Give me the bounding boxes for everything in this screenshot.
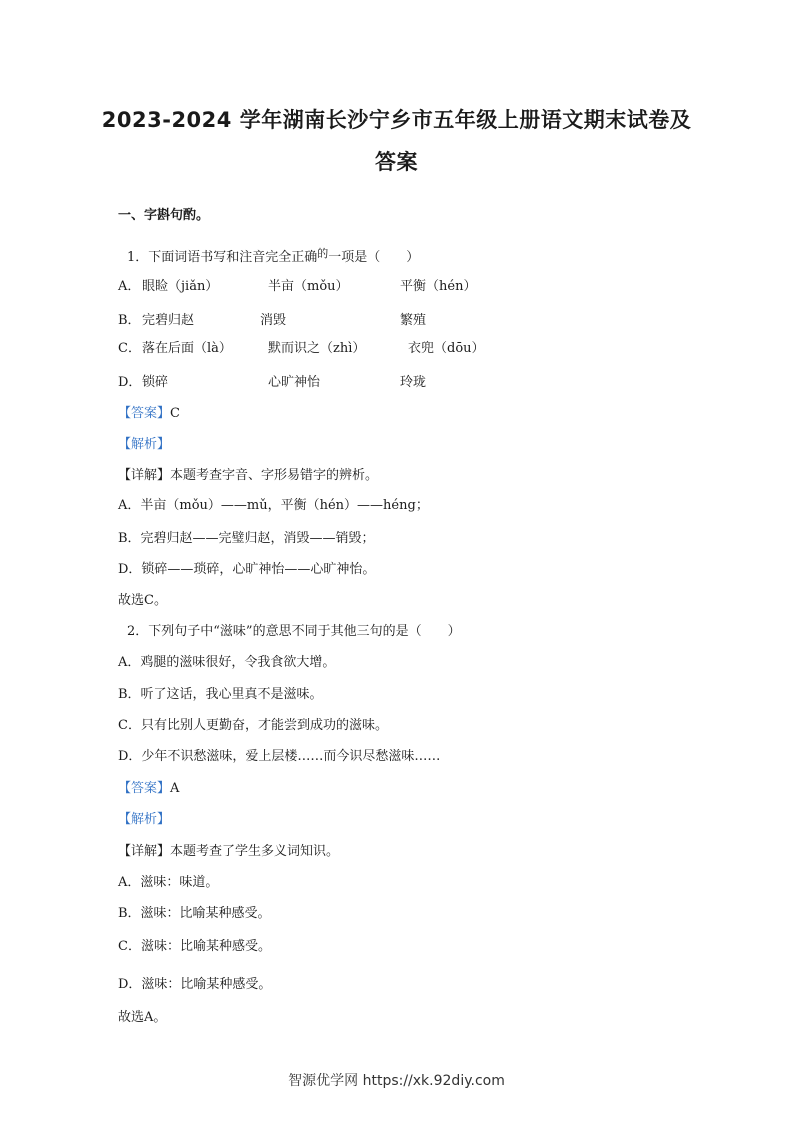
q1-detail <box>118 467 378 485</box>
section-heading: 一、字斟句酌。 <box>118 208 210 223</box>
detail-tag: 【详解】 <box>118 468 171 483</box>
detail-text: 本题考查了学生多义词知识。 <box>170 844 340 859</box>
answer-tag: 【答案】 <box>118 781 171 796</box>
q2-analysis-tag: 【解析】 <box>118 812 171 827</box>
doc-title-line2: 答案 <box>375 150 418 174</box>
q2-explanation-c: C．滋味：比喻某种感受。 <box>118 939 271 954</box>
q1-stem-small: 的 <box>317 247 329 260</box>
q2-stem: 2．下列句子中“滋味”的意思不同于其他三句的是（ ） <box>127 624 461 639</box>
q2-option-a: A．鸡腿的滋味很好，令我食欲大增。 <box>118 655 336 670</box>
q1-stem-a: 1．下面词语书写和注音完全正确 <box>127 250 318 265</box>
q2-answer <box>118 780 179 798</box>
q1-stem-b: 一项是（ ） <box>328 250 420 265</box>
q2-explanation-d: D．滋味：比喻某种感受。 <box>118 977 272 992</box>
q2-explanation-a: A．滋味：味道。 <box>118 875 219 890</box>
q1-stem <box>127 245 419 267</box>
q1-analysis-tag: 【解析】 <box>118 437 171 452</box>
answer-value: A <box>170 781 180 796</box>
detail-text: 本题考查字音、字形易错字的辨析。 <box>170 468 379 483</box>
answer-tag: 【答案】 <box>118 406 171 421</box>
q1-conclusion: 故选C。 <box>118 593 167 608</box>
q2-conclusion: 故选A。 <box>118 1010 167 1025</box>
q1-explanation-a: A．半亩（mǒu）——mǔ，平衡（hén）——héng； <box>118 498 429 513</box>
q1-explanation-b: B．完碧归赵——完璧归赵，消毁——销毁； <box>118 531 375 546</box>
q1-explanation-d: D．锁碎——琐碎，心旷神怡——心旷神怡。 <box>118 562 376 577</box>
q1-answer <box>118 405 180 423</box>
footer-watermark: 智源优学网 https://xk.92diy.com <box>288 1073 505 1089</box>
answer-value: C <box>170 406 180 421</box>
q2-option-c: C．只有比别人更勤奋，才能尝到成功的滋味。 <box>118 718 388 733</box>
q2-explanation-b: B．滋味：比喻某种感受。 <box>118 906 271 921</box>
detail-tag: 【详解】 <box>118 844 171 859</box>
q2-option-d: D．少年不识愁滋味，爱上层楼……而今识尽愁滋味…… <box>118 749 441 764</box>
doc-title-line1: 2023-2024 学年湖南长沙宁乡市五年级上册语文期末试卷及 <box>101 108 692 132</box>
q2-detail <box>118 843 339 861</box>
q2-option-b: B．听了这话，我心里真不是滋味。 <box>118 687 323 702</box>
